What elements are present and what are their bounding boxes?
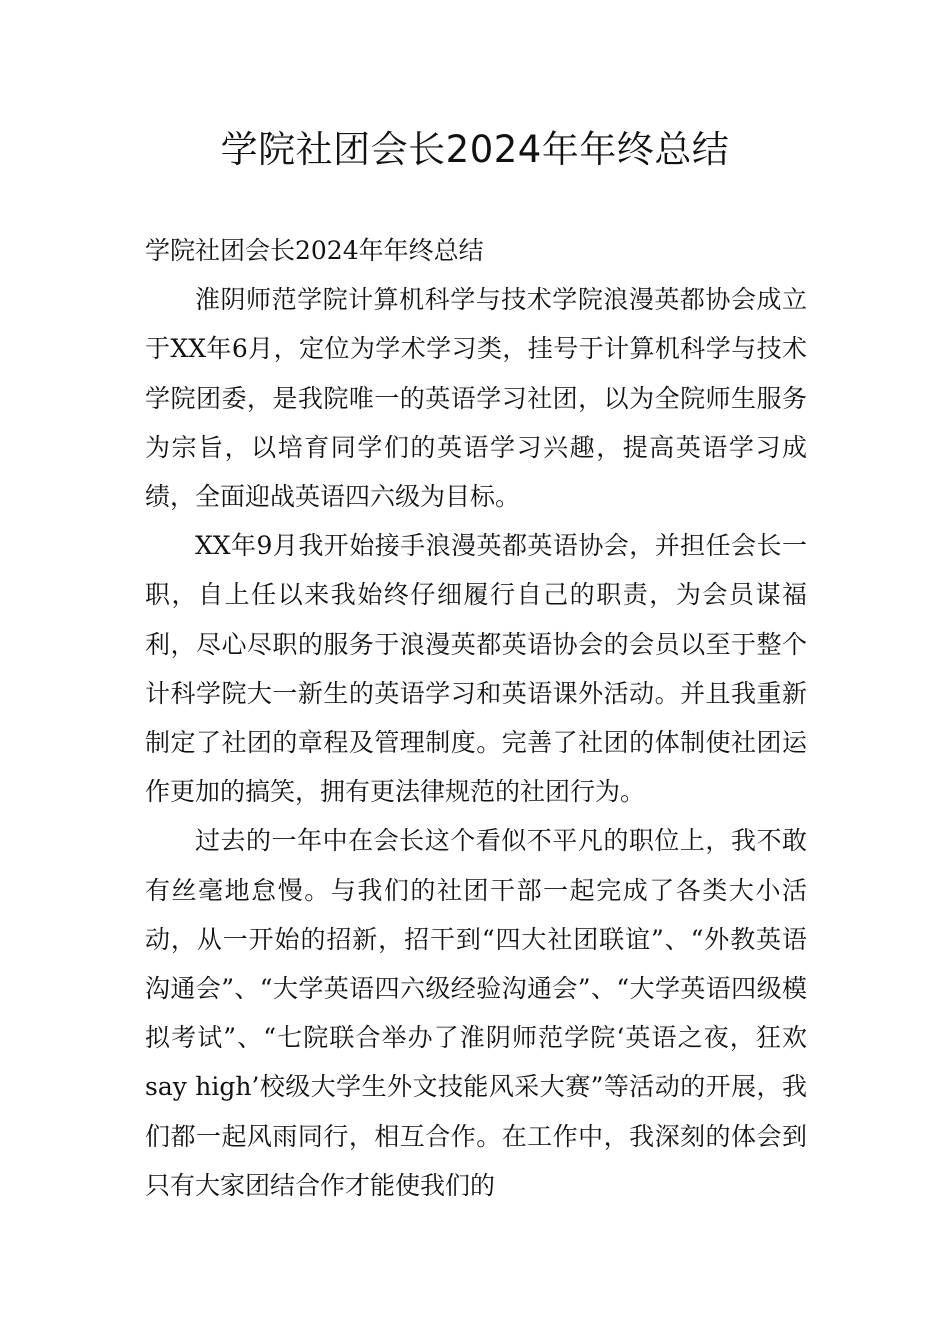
paragraph-intro: 淮阴师范学院计算机科学与技术学院浪漫英都协会成立于XX年6月，定位为学术学习类，挂号于计算机科学与技术学院团委，是我院唯一的英语学习社团，以为全院师生服务为宗旨，以培育同学们的英语学习兴趣，提高英语学习成绩，全面迎战英语四六级为目标。 (145, 285, 807, 512)
paragraph-activities: 过去的一年中在会长这个看似不平凡的职位上，我不敢有丝毫地怠慢。与我们的社团干部一起完成了各类大小活动，从一开始的招新，招干到“四大社团联谊”、“外教英语沟通会”、“大学英语四六级经验沟通会”、“大学英语四级模拟考试”、“七院联合举办了淮阴师范学院‘英语之夜，狂欢say high’校级大学生外文技能风采大赛”等活动的开展，我们都一起风雨同行，相互合作。在工作中，我深刻的体会到只有大家团结合作才能使我们的 (145, 826, 807, 1200)
document-title: 学院社团会长2024年年终总结 (220, 128, 730, 171)
paragraph-appointment: XX年9月我开始接手浪漫英都英语协会，并担任会长一职，自上任以来我始终仔细履行自己的职责，为会员谋福利，尽心尽职的服务于浪漫英都英语协会的会员以至于整个计科学院大一新生的英语学习和英语课外活动。并且我重新制定了社团的章程及管理制度。完善了社团的体制使社团运作更加的搞笑，拥有更法律规范的社团行为。 (145, 531, 807, 807)
document-body (145, 226, 807, 1210)
document-subtitle: 学院社团会长2024年年终总结 (145, 236, 484, 265)
